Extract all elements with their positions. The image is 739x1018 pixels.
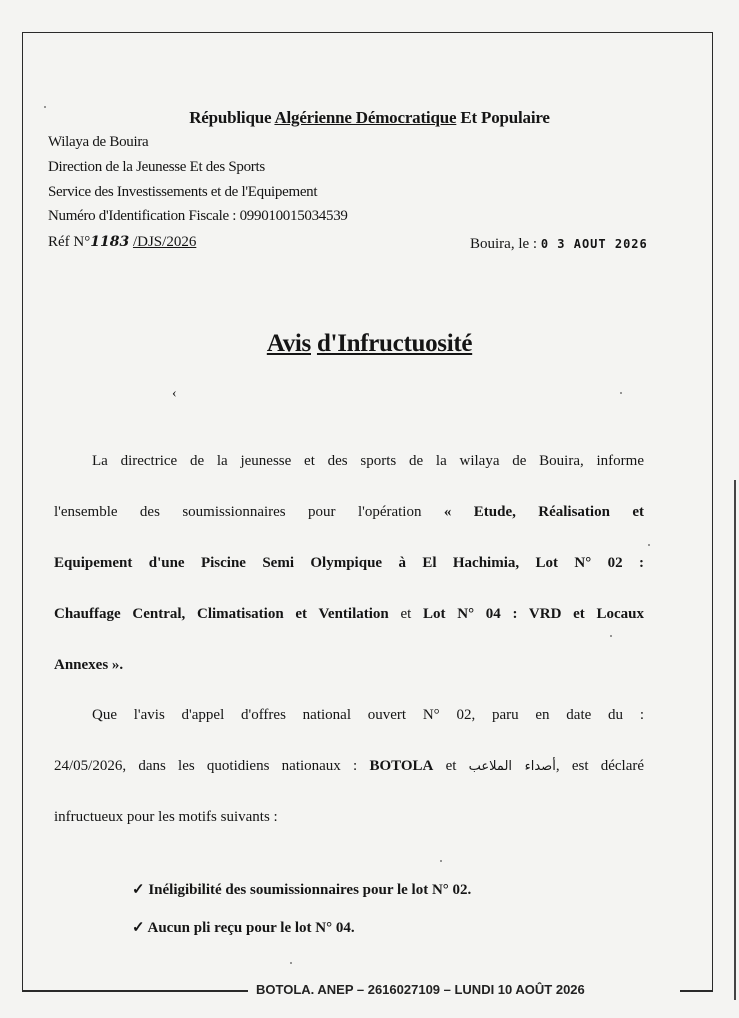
date-line bbox=[470, 236, 648, 253]
para1-line-4-plain: et bbox=[400, 606, 412, 622]
para1-line-3: Equipement d'une Piscine Semi Olympique à El Hachimia, Lot N° 02 : bbox=[54, 555, 644, 571]
footer-publication: BOTOLA. ANEP – 2616027109 – LUNDI 10 AOÛT 2026 bbox=[256, 982, 585, 997]
scan-speck bbox=[620, 392, 622, 394]
newspaper-arabic: أصداء الملاعب bbox=[468, 759, 556, 774]
para1-line-4-bold-2: Lot N° 04 : VRD et Locaux bbox=[423, 606, 645, 622]
para2-line-2 bbox=[54, 741, 644, 792]
para1-line-2-plain: l'ensemble des soumissionnaires pour l'opération bbox=[54, 504, 422, 520]
para2-line-2-et: et bbox=[445, 758, 457, 774]
para2-line-3: infructueux pour les motifs suivants : bbox=[54, 809, 278, 825]
reason-bullet-2: ✓ Aucun pli reçu pour le lot N° 04. bbox=[132, 920, 355, 936]
direction-line: Direction de la Jeunesse Et des Sports bbox=[48, 159, 265, 175]
para1-line-4-bold-1: Chauffage Central, Climatisation et Ventilation bbox=[54, 606, 389, 622]
republic-header bbox=[0, 108, 739, 128]
ref-number-handwritten: 1183 bbox=[90, 234, 130, 250]
para1-line-2 bbox=[54, 487, 644, 538]
date-stamp: 0 3 AOUT 2026 bbox=[540, 237, 648, 251]
reference-line bbox=[48, 234, 196, 251]
wilaya-line: Wilaya de Bouira bbox=[48, 134, 149, 150]
para2-line-2-post: , est déclaré bbox=[555, 758, 645, 774]
nif-line: Numéro d'Identification Fiscale : 099010015034539 bbox=[48, 208, 348, 224]
scan-speck bbox=[44, 106, 46, 108]
document-title bbox=[0, 330, 739, 358]
paragraph-declaration bbox=[54, 690, 644, 843]
republic-post: Et Populaire bbox=[460, 108, 550, 127]
service-line: Service des Investissements et de l'Equipement bbox=[48, 184, 318, 200]
scan-speck bbox=[290, 962, 292, 964]
footer-rule-left bbox=[22, 990, 248, 992]
title-word-2: d'Infructuosité bbox=[316, 330, 473, 357]
para1-line-1: La directrice de la jeunesse et des sports de la wilaya de Bouira, informe bbox=[92, 453, 644, 469]
scan-speck bbox=[440, 860, 442, 862]
newspaper-botola: BOTOLA bbox=[369, 758, 434, 774]
title-word-1: Avis bbox=[266, 330, 311, 357]
para2-line-2-pre: 24/05/2026, dans les quotidiens nationaux : bbox=[54, 758, 358, 774]
scan-speck bbox=[648, 544, 650, 546]
footer-rule-right bbox=[680, 990, 713, 992]
para2-line-1: Que l'avis d'appel d'offres national ouvert N° 02, paru en date du : bbox=[92, 707, 644, 723]
ref-label: Réf N° bbox=[48, 234, 91, 250]
para1-line-4 bbox=[54, 589, 644, 640]
republic-underlined: Algérienne Démocratique bbox=[274, 108, 457, 127]
stray-mark: ‹ bbox=[172, 386, 177, 401]
page-edge-line bbox=[734, 480, 736, 1000]
date-label: Bouira, le : bbox=[470, 236, 538, 252]
reason-bullet-1: ✓ Inéligibilité des soumissionnaires pour le lot N° 02. bbox=[132, 882, 472, 898]
para1-line-5: Annexes ». bbox=[54, 657, 124, 673]
para1-line-2-bold: « Etude, Réalisation et bbox=[443, 504, 644, 520]
ref-suffix: /DJS/2026 bbox=[132, 234, 197, 250]
paragraph-announcement bbox=[54, 436, 644, 691]
scan-speck bbox=[610, 635, 612, 637]
republic-pre: République bbox=[189, 108, 272, 127]
